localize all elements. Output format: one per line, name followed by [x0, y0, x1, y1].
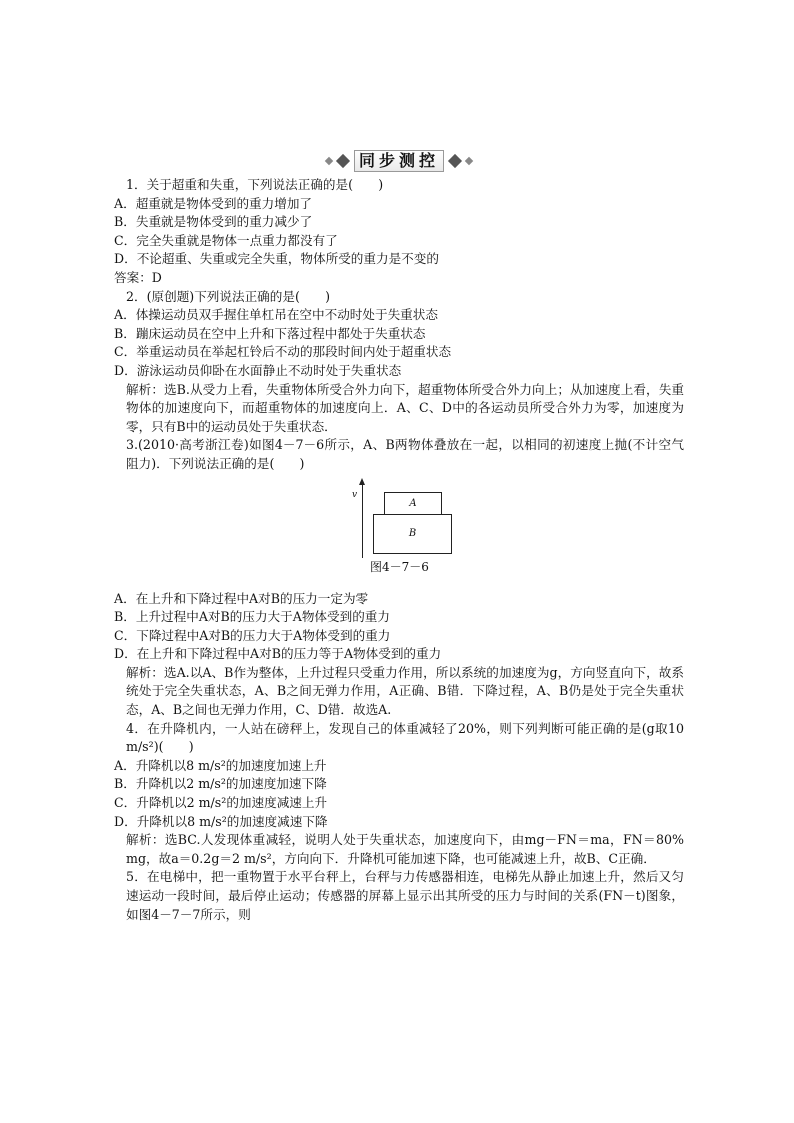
block-b: B [373, 514, 452, 554]
q1-answer: 答案：D [114, 269, 162, 285]
diamond-icon [448, 154, 462, 168]
figure-4-7-6 [114, 476, 684, 586]
q2-option-d: D．游泳运动员仰卧在水面静止不动时处于失重状态 [114, 362, 402, 378]
q4-option-d: D．升降机以8 m/s²的加速度减速下降 [114, 813, 328, 829]
section-title: 同步测控 [354, 150, 444, 172]
q1-option-a: A．超重就是物体受到的重力增加了 [114, 195, 313, 211]
q4-option-b: B．升降机以2 m/s²的加速度加速下降 [114, 776, 327, 792]
q3-option-a: A．在上升和下降过程中A对B的压力一定为零 [114, 590, 369, 606]
q3-option-d: D．在上升和下降过程中A对B的压力等于A物体受到的重力 [114, 646, 442, 662]
q5-stem: 5．在电梯中，把一重物置于水平台秤上，台秤与力传感器相连，电梯先从静止加速上升，然后又匀速运动一段时间，最后停止运动；传感器的屏幕上显示出其所受的压力与时间的关系(FN－t)图象，如图4－7－7所示，则 [126, 869, 684, 922]
q4-analysis: 解析：选BC.人发现体重减轻，说明人处于失重状态，加速度向下，由mg－FN＝ma，FN＝80% mg，故a＝0.2g＝2 m/s²，方向向下．升降机可能加速下降，也可能减速上升，故B、C正确． [126, 832, 684, 866]
q1-stem: 1．关于超重和失重，下列说法正确的是( ) [126, 177, 384, 192]
q1-option-c: C．完全失重就是物体一点重力都没有了 [114, 232, 338, 248]
q3-analysis: 解析：选A.以A、B作为整体，上升过程只受重力作用，所以系统的加速度为g，方向竖直向下，故系统处于完全失重状态，A、B之间无弹力作用，A正确、B错．下降过程，A、B仍是处于完全失重状态，A、B之间也无弹力作用，C、D错．故选A. [126, 664, 684, 718]
q4-option-c: C．升降机以2 m/s²的加速度减速上升 [114, 795, 328, 811]
q2-analysis: 解析：选B.从受力上看，失重物体所受合外力向下，超重物体所受合外力向上；从加速度上看，失重物体的加速度向下，而超重物体的加速度向上．A、C、D中的各运动员所受合外力为零，加速度为零，只有B中的运动员处于失重状态． [126, 381, 684, 434]
q3-option-c: C．下降过程中A对B的压力大于A物体受到的重力 [114, 627, 391, 643]
q1-option-d: D．不论超重、失重或完全失重，物体所受的重力是不变的 [114, 251, 439, 267]
q2-option-c: C．举重运动员在举起杠铃后不动的那段时间内处于超重状态 [114, 344, 452, 360]
diamond-icon [336, 154, 350, 168]
q3-stem: 3.(2010·高考浙江卷)如图4－7－6所示，A、B两物体叠放在一起，以相同的初速度上抛(不计空气阻力)．下列说法正确的是( ) [126, 437, 684, 471]
velocity-arrow [362, 484, 363, 558]
block-a: A [384, 492, 442, 516]
section-header [114, 150, 684, 172]
diamond-icon [325, 157, 333, 165]
q2-stem: 2．(原创题)下列说法正确的是( ) [126, 288, 330, 304]
q1-option-b: B．失重就是物体受到的重力减少了 [114, 214, 313, 230]
q2-option-b: B．蹦床运动员在空中上升和下落过程中都处于失重状态 [114, 325, 426, 341]
q4-stem: 4．在升降机内，一人站在磅秤上，发现自己的体重减轻了20%，则下列判断可能正确的是(g取10 m/s²)( ) [126, 720, 684, 755]
diamond-icon [465, 157, 473, 165]
q4-option-a: A．升降机以8 m/s²的加速度加速上升 [114, 757, 327, 773]
figure-caption: 图4－7－6 [370, 559, 429, 574]
q3-option-b: B．上升过程中A对B的压力大于A物体受到的重力 [114, 609, 390, 625]
velocity-label: v [352, 489, 358, 500]
q2-option-a: A．体操运动员双手握住单杠吊在空中不动时处于失重状态 [114, 307, 438, 323]
document-page [114, 150, 684, 924]
